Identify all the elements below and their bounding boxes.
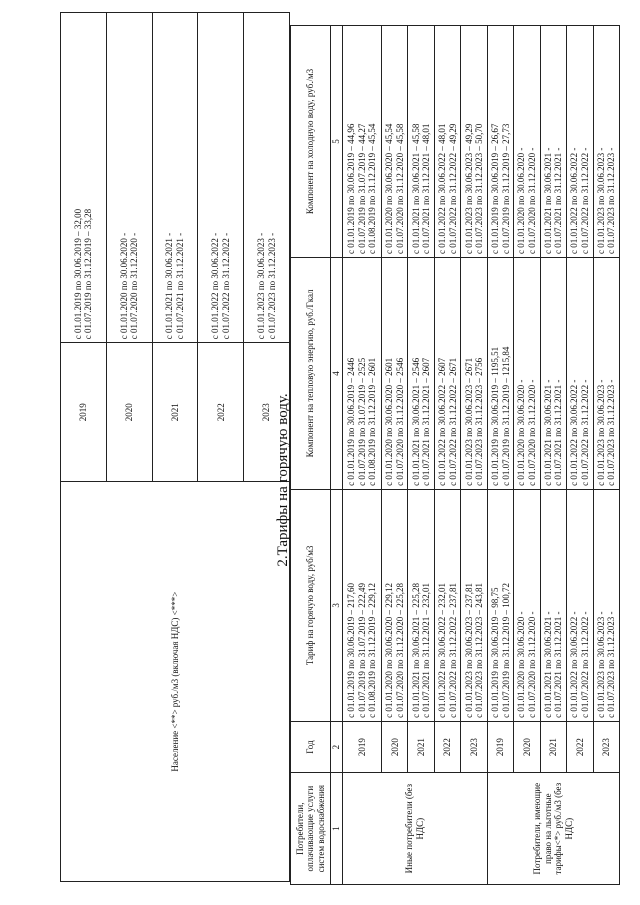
tariff-period-line: с 01.01.2019 по 30.06.2019 – 32,00 <box>72 208 83 340</box>
thermal-cell <box>408 257 434 489</box>
tariff-cell <box>61 13 107 343</box>
year-cell: 2019 <box>487 721 513 773</box>
thermal-cell <box>514 257 540 489</box>
tariff-period-line: с 01.07.2023 по 31.12.2023 - <box>606 611 617 718</box>
section-heading: 2.Тарифы на горячую воду. <box>275 393 291 567</box>
hot-water-tariff-body <box>343 26 620 885</box>
table-row <box>382 26 408 885</box>
year-cell: 2023 <box>244 343 290 482</box>
tariff-period-line: с 01.01.2019 по 30.06.2019 – 2446 <box>346 357 357 486</box>
col-number: 3 <box>331 489 343 721</box>
hot-water-tariff-table-wrapper <box>290 25 620 885</box>
table-row <box>434 26 460 885</box>
tariff-period-line: с 01.07.2020 по 31.12.2020 - <box>129 232 140 340</box>
tariff-period-line: с 01.01.2021 по 30.06.2021 - <box>542 379 553 486</box>
year-cell: 2019 <box>343 721 382 773</box>
hot-water-cell <box>461 489 487 721</box>
table-row <box>514 26 540 885</box>
tariff-period-line: с 01.01.2020 по 30.06.2020 – 45,54 <box>384 123 395 254</box>
cold-water-cell <box>514 26 540 258</box>
population-tariff-table <box>60 12 290 882</box>
hot-water-cell <box>434 489 460 721</box>
tariff-period-line: с 01.07.2020 по 31.12.2020 – 225,28 <box>394 583 405 718</box>
tariff-period-line: с 01.07.2021 по 31.12.2021 - <box>553 379 564 486</box>
hot-water-cell <box>408 489 434 721</box>
cold-water-cell <box>461 26 487 258</box>
cold-water-cell <box>567 26 593 258</box>
tariff-period-line: с 01.01.2023 по 30.06.2023 – 237,81 <box>463 583 474 718</box>
hot-water-cell <box>343 489 382 721</box>
hot-water-tariff-table <box>290 25 620 885</box>
consumer-group-cell: Иные потребители (без НДС) <box>343 773 488 885</box>
tariff-period-line: с 01.01.2022 по 30.06.2022 - <box>569 611 580 718</box>
year-cell: 2022 <box>567 721 593 773</box>
consumer-label: Население <**> руб./м3 (включая НДС) <***> <box>61 482 290 882</box>
year-cell: 2021 <box>152 343 198 482</box>
hot-water-cell <box>382 489 408 721</box>
population-tariff-body <box>61 13 290 882</box>
tariff-period-line: с 01.01.2021 по 30.06.2021 – 225,28 <box>410 583 421 718</box>
col-number: 1 <box>331 773 343 885</box>
column-number-row <box>331 26 343 885</box>
thermal-cell <box>540 257 566 489</box>
hot-water-cell <box>567 489 593 721</box>
header-consumers: Потребители, оплачивающие услуги систем водоснабжения <box>291 773 331 885</box>
tariff-period-line: с 01.07.2022 по 31.12.2022 - <box>220 232 231 340</box>
table-row <box>487 26 513 885</box>
tariff-period-line: с 01.07.2019 по 31.07.2019 – 44,27 <box>356 123 367 254</box>
tariff-period-line: с 01.01.2019 по 30.06.2019 – 98,75 <box>490 587 501 718</box>
tariff-period-line: с 01.01.2021 по 30.06.2021 - <box>542 611 553 718</box>
tariff-period-line: с 01.07.2021 по 31.12.2021 – 2607 <box>421 357 432 486</box>
col-number: 5 <box>331 26 343 258</box>
table-row <box>408 26 434 885</box>
tariff-period-line: с 01.08.2019 по 31.12.2019 – 2601 <box>367 357 378 486</box>
tariff-period-line: с 01.07.2019 по 31.07.2019 – 222,49 <box>356 583 367 718</box>
thermal-cell <box>487 257 513 489</box>
cold-water-cell <box>434 26 460 258</box>
tariff-period-line: с 01.01.2023 по 30.06.2023 - <box>595 379 606 486</box>
thermal-cell <box>461 257 487 489</box>
tariff-period-line: с 01.01.2019 по 30.06.2019 – 44,96 <box>346 123 357 254</box>
tariff-period-line: с 01.01.2022 по 30.06.2022 - <box>210 232 221 340</box>
tariff-period-line: с 01.07.2021 по 31.12.2021 – 232,01 <box>421 583 432 718</box>
thermal-cell <box>382 257 408 489</box>
tariff-period-line: с 01.07.2022 по 31.12.2022 - <box>579 379 590 486</box>
tariff-period-line: с 01.01.2022 по 30.06.2022 - <box>569 147 580 254</box>
tariff-period-line: с 01.07.2020 по 31.12.2020 - <box>526 611 537 718</box>
table-row <box>540 26 566 885</box>
tariff-period-line: с 01.01.2019 по 30.06.2019 – 1195,51 <box>490 346 501 486</box>
col-number: 2 <box>331 721 343 773</box>
cold-water-cell <box>382 26 408 258</box>
tariff-period-line: с 01.07.2020 по 31.12.2020 – 2546 <box>394 357 405 486</box>
thermal-cell <box>434 257 460 489</box>
year-cell: 2020 <box>106 343 152 482</box>
tariff-period-line: с 01.01.2020 по 30.06.2020 - <box>516 379 527 486</box>
tariff-period-line: с 01.01.2020 по 30.06.2020 - <box>118 232 129 340</box>
cold-water-cell <box>487 26 513 258</box>
year-cell: 2021 <box>540 721 566 773</box>
header-cold-water: Компонент на холодную воду, руб./м3 <box>291 26 331 258</box>
header-hot-water: Тариф на горячую воду, руб/м3 <box>291 489 331 721</box>
cold-water-cell <box>593 26 619 258</box>
tariff-period-line: с 01.01.2023 по 30.06.2023 - <box>256 232 267 340</box>
tariff-period-line: с 01.01.2021 по 30.06.2021 – 45,58 <box>410 123 421 254</box>
tariff-period-line: с 01.07.2023 по 31.12.2023 – 243,81 <box>474 583 485 718</box>
col-number: 4 <box>331 257 343 489</box>
year-cell: 2023 <box>461 721 487 773</box>
population-tariff-table-fragment <box>60 12 290 882</box>
year-cell: 2022 <box>434 721 460 773</box>
tariff-period-line: с 01.07.2023 по 31.12.2023 - <box>266 232 277 340</box>
tariff-period-line: с 01.07.2023 по 31.12.2023 - <box>606 379 617 486</box>
tariff-cell <box>106 13 152 343</box>
tariff-period-line: с 01.07.2019 по 31.12.2019 – 1215,84 <box>500 346 511 486</box>
year-cell: 2022 <box>198 343 244 482</box>
cold-water-cell <box>540 26 566 258</box>
tariff-period-line: с 01.07.2021 по 31.12.2021 - <box>553 147 564 254</box>
tariff-period-line: с 01.01.2020 по 30.06.2020 – 229,12 <box>384 583 395 718</box>
tariff-period-line: с 01.01.2023 по 30.06.2023 – 2671 <box>463 357 474 486</box>
tariff-cell <box>152 13 198 343</box>
tariff-period-line: с 01.07.2021 по 31.12.2021 – 48,01 <box>421 123 432 254</box>
thermal-cell <box>593 257 619 489</box>
tariff-period-line: с 01.07.2022 по 31.12.2022 - <box>579 611 590 718</box>
tariff-period-line: с 01.01.2022 по 30.06.2022 - <box>569 379 580 486</box>
tariff-period-line: с 01.07.2019 по 31.12.2019 – 33,28 <box>83 208 94 340</box>
tariff-period-line: с 01.01.2023 по 30.06.2023 - <box>595 611 606 718</box>
year-cell: 2019 <box>61 343 107 482</box>
table-row <box>343 26 382 885</box>
tariff-cell <box>198 13 244 343</box>
table-row <box>61 13 107 882</box>
year-cell: 2020 <box>382 721 408 773</box>
tariff-period-line: с 01.01.2020 по 30.06.2020 – 2601 <box>384 357 395 486</box>
cold-water-cell <box>343 26 382 258</box>
hot-water-cell <box>593 489 619 721</box>
tariff-period-line: с 01.01.2021 по 30.06.2021 – 2546 <box>410 357 421 486</box>
header-thermal: Компонент на тепловую энергию, руб./Гкал <box>291 257 331 489</box>
tariff-period-line: с 01.07.2022 по 31.12.2022 - <box>579 147 590 254</box>
tariff-period-line: с 01.01.2023 по 30.06.2023 – 49,29 <box>463 123 474 254</box>
tariff-period-line: с 01.01.2019 по 30.06.2019 – 217,60 <box>346 583 357 718</box>
tariff-period-line: с 01.07.2019 по 31.12.2019 – 100,72 <box>500 583 511 718</box>
tariff-period-line: с 01.07.2020 по 31.12.2020 - <box>526 379 537 486</box>
tariff-period-line: с 01.07.2023 по 31.12.2023 – 2756 <box>474 357 485 486</box>
consumer-group-cell: Потребители, имеющие право на льготные тарифы<*> руб./м3 (без НДС) <box>487 773 619 885</box>
hot-water-cell <box>540 489 566 721</box>
tariff-period-line: с 01.01.2019 по 30.06.2019 – 26,67 <box>490 123 501 254</box>
tariff-period-line: с 01.01.2020 по 30.06.2020 - <box>516 611 527 718</box>
tariff-period-line: с 01.07.2019 по 31.12.2019 – 27,73 <box>500 123 511 254</box>
tariff-period-line: с 01.01.2022 по 30.06.2022 – 2607 <box>437 357 448 486</box>
header-year: Год <box>291 721 331 773</box>
tariff-period-line: с 01.07.2022 по 31.12.2022 – 49,29 <box>447 123 458 254</box>
tariff-period-line: с 01.01.2022 по 30.06.2022 – 48,01 <box>437 123 448 254</box>
tariff-period-line: с 01.07.2023 по 31.12.2023 - <box>606 147 617 254</box>
tariff-period-line: с 01.08.2019 по 31.12.2019 – 45,54 <box>367 123 378 254</box>
tariff-period-line: с 01.01.2021 по 30.06.2021 - <box>542 147 553 254</box>
year-cell: 2021 <box>408 721 434 773</box>
cold-water-cell <box>408 26 434 258</box>
hot-water-cell <box>514 489 540 721</box>
table-row <box>593 26 619 885</box>
year-cell: 2023 <box>593 721 619 773</box>
tariff-period-line: с 01.01.2021 по 30.06.2021 - <box>164 232 175 340</box>
thermal-cell <box>343 257 382 489</box>
tariff-period-line: с 01.01.2023 по 30.06.2023 - <box>595 147 606 254</box>
tariff-period-line: с 01.07.2022 по 31.12.2022 – 237,81 <box>447 583 458 718</box>
tariff-period-line: с 01.07.2020 по 31.12.2020 – 45,58 <box>394 123 405 254</box>
tariff-period-line: с 01.07.2020 по 31.12.2020 - <box>526 147 537 254</box>
table-row <box>461 26 487 885</box>
tariff-period-line: с 01.07.2021 по 31.12.2021 - <box>553 611 564 718</box>
tariff-period-line: с 01.01.2020 по 30.06.2020 - <box>516 147 527 254</box>
header-row <box>291 26 331 885</box>
tariff-period-line: с 01.07.2022 по 31.12.2022 – 2671 <box>447 357 458 486</box>
tariff-period-line: с 01.01.2022 по 30.06.2022 – 232,01 <box>437 583 448 718</box>
tariff-period-line: с 01.08.2019 по 31.12.2019 – 229,12 <box>367 583 378 718</box>
tariff-period-line: с 01.07.2023 по 31.12.2023 – 50,70 <box>474 123 485 254</box>
thermal-cell <box>567 257 593 489</box>
table-row <box>567 26 593 885</box>
tariff-period-line: с 01.07.2019 по 31.07.2019 – 2525 <box>356 357 367 486</box>
tariff-period-line: с 01.07.2021 по 31.12.2021 - <box>174 232 185 340</box>
hot-water-cell <box>487 489 513 721</box>
year-cell: 2020 <box>514 721 540 773</box>
